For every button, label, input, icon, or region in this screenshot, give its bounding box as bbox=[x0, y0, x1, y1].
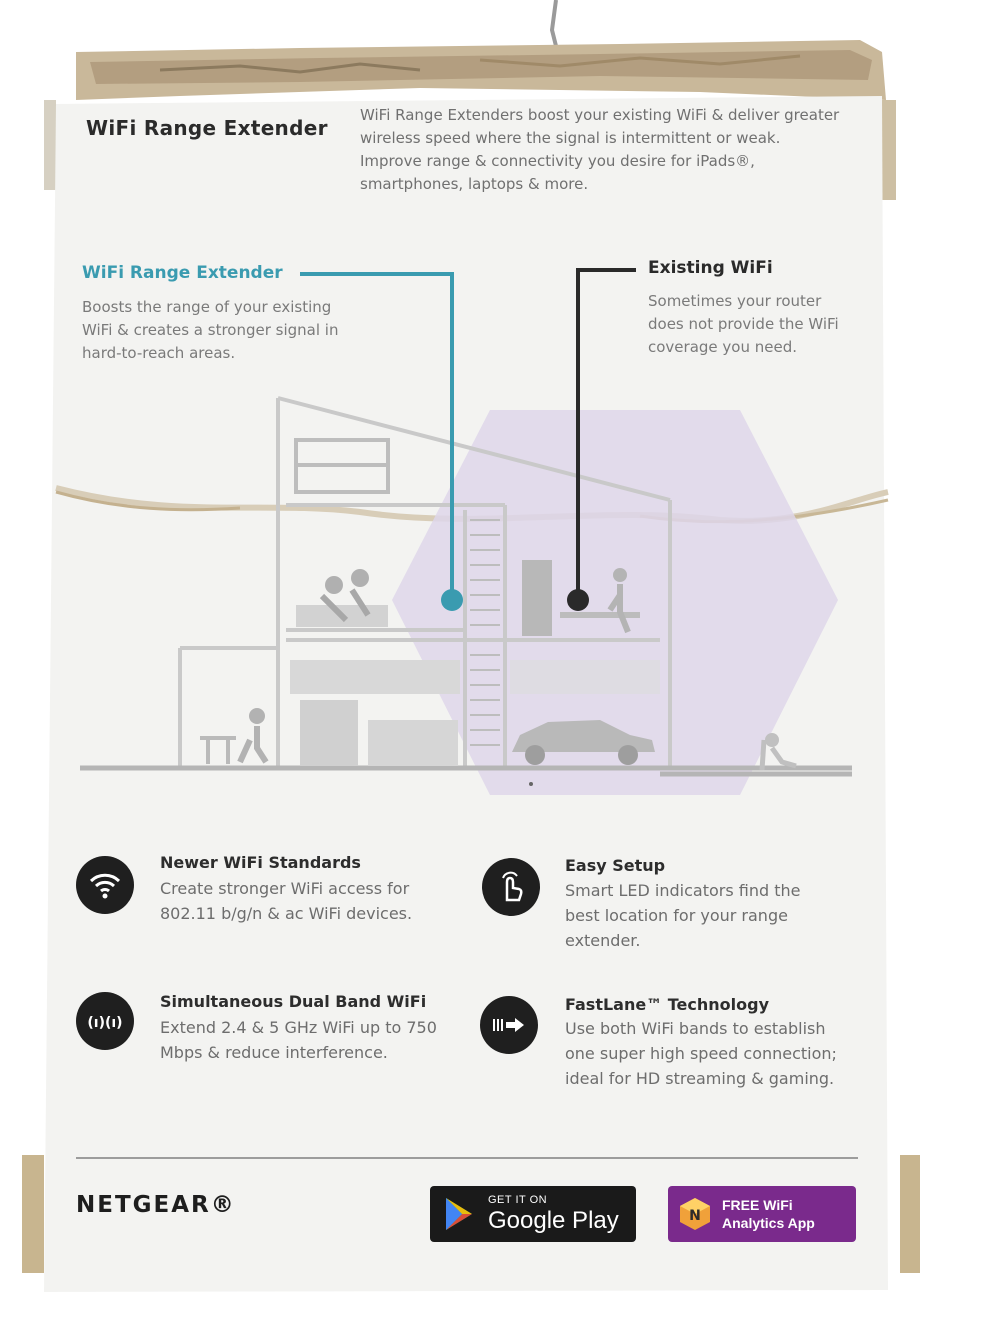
feature-description: Smart LED indicators find the best location for your range extender. bbox=[565, 881, 801, 950]
google-play-top-text: GET IT ON bbox=[488, 1194, 548, 1206]
svg-text:N: N bbox=[689, 1208, 701, 1224]
feature-title: Simultaneous Dual Band WiFi bbox=[160, 992, 427, 1011]
feature-description: Use both WiFi bands to establish one super high speed connection; ideal for HD streaming & gaming. bbox=[565, 1019, 837, 1088]
google-play-icon bbox=[430, 1186, 486, 1242]
feature-title: Easy Setup bbox=[565, 856, 666, 875]
google-play-main-text: Google Play bbox=[488, 1207, 619, 1234]
feature-title: FastLane™ Technology bbox=[565, 995, 770, 1014]
feature-title: Newer WiFi Standards bbox=[160, 853, 361, 872]
dual-band-antenna-icon bbox=[76, 992, 134, 1050]
google-play-badge[interactable] bbox=[430, 1186, 636, 1242]
intro-text: WiFi Range Extenders boost your existing WiFi & deliver greater wireless speed where the signal is intermittent or weak. Improve range & connectivity you desire for iPads®, smartphones, laptops & more. bbox=[360, 106, 840, 193]
extender-callout-title: WiFi Range Extender bbox=[82, 263, 283, 283]
netgear-logo: NETGEAR® bbox=[76, 1192, 236, 1218]
feature-description: Extend 2.4 & 5 GHz WiFi up to 750 Mbps & reduce interference. bbox=[160, 1018, 437, 1062]
wifi-analytics-app-icon bbox=[668, 1186, 722, 1242]
feature-description: Create stronger WiFi access for 802.11 b/g/n & ac WiFi devices. bbox=[160, 879, 413, 923]
tap-hand-icon bbox=[482, 858, 540, 916]
existing-callout-title: Existing WiFi bbox=[648, 258, 773, 278]
box-title: WiFi Range Extender bbox=[86, 116, 328, 140]
fastlane-arrow-icon bbox=[480, 996, 538, 1054]
extender-callout-description: Boosts the range of your existing WiFi & creates a stronger signal in hard-to-reach areas. bbox=[82, 298, 339, 362]
analytics-badge-line1: FREE WiFi bbox=[722, 1197, 793, 1213]
analytics-badge-line2: Analytics App bbox=[722, 1215, 815, 1231]
analytics-app-badge[interactable] bbox=[668, 1186, 856, 1242]
wifi-icon bbox=[76, 856, 134, 914]
existing-callout-description: Sometimes your router does not provide the WiFi coverage you need. bbox=[648, 292, 839, 356]
svg-text:(ı)(ı): (ı)(ı) bbox=[87, 1015, 123, 1031]
